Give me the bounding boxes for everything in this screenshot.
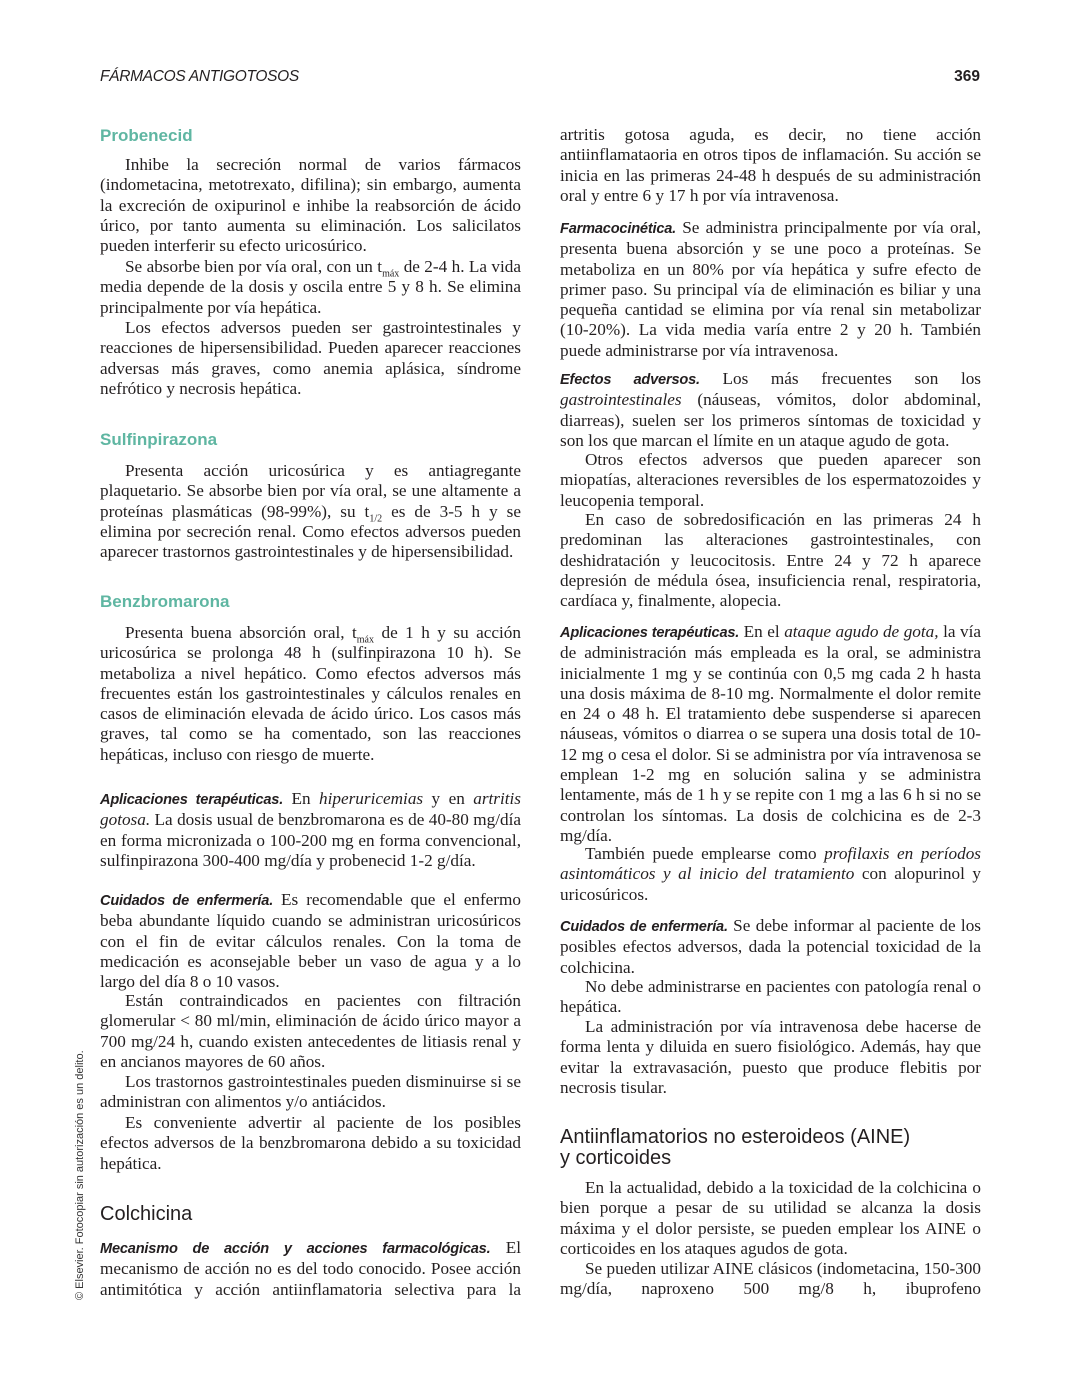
text: (náuseas, vómitos, dolor abdominal, diarreas), suelen ser los primeros síntomas de toxicidad y son los que marcan el límite en un ataque agudo de gota. — [560, 390, 981, 450]
text: Los más frecuentes son los — [699, 369, 981, 388]
text: Presenta acción uricosúrica y es antiagregante plaquetario. Se absorbe bien por vía oral, se une altamente a proteínas plasmáticas (98-99%), su t — [100, 461, 521, 521]
paragraph-farmacocinetica — [560, 218, 981, 361]
text: El mecanismo de acción no es del todo conocido. Posee acción antimitótica y acción antiinflamatoria selectiva para la — [100, 1238, 521, 1299]
paragraph-aplicaciones — [100, 789, 521, 871]
heading-line: y corticoides — [560, 1147, 672, 1169]
text: Se debe informar al paciente de los posibles efectos adversos, dada la potencial toxicidad de la colchicina. — [560, 916, 981, 977]
text: Se administra principalmente por vía oral, presenta buena absorción y se une poco a proteínas. Se metaboliza en un 80% por vía hepática y sufre efecto de primer paso. Su principal vía de eliminación es biliar y una pequeña cantidad se elimina por vía renal sin metabolizar (10-20%). La vida media varía entre 2 y 20 h. También puede administrarse por vía intravenosa. — [560, 218, 981, 360]
text: y en — [423, 789, 474, 808]
run-in-heading: Cuidados de enfermería. — [560, 919, 728, 935]
run-in-heading: Aplicaciones terapéuticas. — [100, 792, 284, 808]
paragraph: Otros efectos adversos que pueden aparecer son miopatías, alteraciones reversibles de los espermatozoides y leucopenia temporal. — [560, 450, 981, 510]
text: Presenta buena absorción oral, t — [125, 623, 357, 642]
run-in-heading: Farmacocinética. — [560, 221, 677, 237]
run-in-heading: Aplicaciones terapéuticas. — [560, 625, 740, 641]
heading-aine — [560, 1127, 910, 1169]
italic-text: ataque agudo de gota, — [784, 622, 939, 641]
paragraph: No debe administrarse en pacientes con patología renal o hepática. — [560, 977, 981, 1017]
running-header-title: FÁRMACOS ANTIGOTOSOS — [100, 68, 299, 85]
paragraph: Se pueden utilizar AINE clásicos (indometacina, 150-300 mg/día, naproxeno 500 mg/8 h, ibuprofeno — [560, 1259, 981, 1299]
copyright-notice: © Elsevier. Fotocopiar sin autorización es un delito. — [74, 1050, 86, 1300]
paragraph — [100, 461, 521, 562]
paragraph: En caso de sobredosificación en las primeras 24 h predominan las alteraciones gastrointestinales, con deshidratación y leucocitosis. Entre 24 y 72 h aparece depresión de médula ósea, insuficiencia renal, respiratoria, cardíaca y, finalmente, alopecia. — [560, 510, 981, 611]
paragraph-aplicaciones — [560, 622, 981, 846]
paragraph: artritis gotosa aguda, es decir, no tiene acción antiinflamataoria en otros tipos de inflamación. Su acción se inicia en las primeras 24-48 h después de su administración oral y entre 6 y 17 h por vía intravenosa. — [560, 125, 981, 205]
text: La dosis usual de benzbromarona es de 40-80 mg/día en forma micronizada o 100-200 mg en forma convencional, sulfinpirazona 300-400 mg/día y probenecid 1-2 g/día. — [100, 810, 521, 870]
paragraph: Están contraindicados en pacientes con filtración glomerular < 80 ml/min, eliminación de ácido úrico mayor a 700 mg/24 h, cuando existen antecedentes de litiasis renal y en ancianos mayores de 60 años. — [100, 991, 521, 1071]
paragraph: Los efectos adversos pueden ser gastrointestinales y reacciones de hipersensibilidad. Pueden aparecer reacciones adversas más graves, como anemia aplásica, síndrome nefrótico y necrosis hepática. — [100, 318, 521, 398]
paragraph — [560, 844, 981, 905]
text: de 2-4 h. La vida media depende de la dosis y oscila entre 5 y 8 h. Se elimina principalmente por vía hepática. — [100, 257, 521, 317]
run-in-heading: Efectos adversos. — [560, 372, 700, 388]
paragraph-mecanismo — [100, 1238, 521, 1300]
text: es de 3-5 h y se elimina por secreción renal. Como efectos adversos pueden aparecer trastornos gastrointestinales y de hipersensibilidad. — [100, 501, 521, 562]
paragraph: En la actualidad, debido a la toxicidad de la colchicina o bien porque a pesar de su utilidad se alcanza la dosis máxima y el dolor persiste, se pueden emplear los AINE o corticoides en los ataques agudos de gota. — [560, 1178, 981, 1258]
text: Se absorbe bien por vía oral, con un t — [125, 257, 383, 276]
text: En — [283, 789, 320, 808]
paragraph-efectos — [560, 369, 981, 451]
text: con alopurinol y uricosúricos. — [560, 864, 981, 904]
page-number: 369 — [954, 68, 980, 85]
italic-text: artritis gotosa. — [100, 789, 521, 830]
heading-line: Antiinflamatorios no esteroideos (AINE) — [560, 1126, 911, 1148]
paragraph — [100, 623, 521, 765]
paragraph: La administración por vía intravenosa debe hacerse de forma lenta y diluida en suero fisiológico. Además, hay que evitar la extravasación, puesto que produce flebitis por necrosis tisular. — [560, 1017, 981, 1097]
subscript: 1/2 — [369, 513, 383, 525]
text: la vía de administración más empleada es la oral, se administra inicialmente 1 mg y se continúa con 0,5 mg cada 2 h hasta una dosis máxima de 8-10 mg. Normalmente el dolor remite en 24 o 48 h. El tratamiento debe suspenderse si aparecen náuseas, vómitos o diarrea o se supera una dosis total de 10-12 mg o cesa el dolor. Si se administra por vía intravenosa se emplean 1-2 mg en solución salina y se administra lentamente, más de 1 h y se repite con 1 mg a las 6 h si no se controlan los síntomas. La dosis de colchicina es de 2-3 mg/día. — [560, 622, 981, 845]
text: de 1 h y su acción uricosúrica se prolonga 48 h (sulfinpirazona 10 h). Se metaboliza a nivel hepático. Como efectos adversos más frecuentes están los gastrointestinales y cálculos renales en casos de eliminación elevada de ácido úrico. Los casos más graves, tal como se ha comentado, son las reacciones hepáticas, incluso con riesgo de muerte. — [100, 623, 521, 764]
text: También puede emplearse como — [585, 844, 825, 863]
italic-text: profilaxis en períodos asintomáticos y al inicio del tratamiento — [560, 844, 981, 884]
run-in-heading: Mecanismo de acción y acciones farmacológicas. — [100, 1241, 491, 1257]
paragraph: Inhibe la secreción normal de varios fármacos (indometacina, metotrexato, difilina); sin embargo, aumenta la excreción de oxipurinol e inhibe la reabsorción de ácido úrico, por tanto aumenta su eliminación. Los salicilatos pueden interferir su efecto uricosúrico. — [100, 155, 521, 256]
heading-colchicina: Colchicina — [100, 1203, 193, 1225]
paragraph-cuidados — [100, 890, 521, 992]
italic-text: hiperuricemias — [319, 789, 424, 808]
text: En el — [739, 622, 785, 641]
text: Es recomendable que el enfermo beba abundante líquido cuando se administran uricosúricos con el fin de evitar cálculos renales. Con la toma de medicación es aconsejable beber un vaso de agua y a lo largo del día 8 o 10 vasos. — [100, 890, 521, 992]
paragraph — [100, 257, 521, 318]
subscript: máx — [356, 634, 374, 646]
paragraph: Es conveniente advertir al paciente de los posibles efectos adversos de la benzbromarona debido a su toxicidad hepática. — [100, 1113, 521, 1173]
heading-sulfinpirazona: Sulfinpirazona — [100, 430, 218, 449]
heading-benzbromarona: Benzbromarona — [100, 592, 230, 611]
heading-probenecid: Probenecid — [100, 126, 193, 145]
run-in-heading: Cuidados de enfermería. — [100, 893, 274, 909]
paragraph-cuidados — [560, 916, 981, 978]
paragraph: Los trastornos gastrointestinales pueden disminuirse si se administran con alimentos y/o antiácidos. — [100, 1072, 521, 1112]
italic-text: gastrointestinales — [560, 390, 682, 410]
subscript: máx — [382, 268, 400, 280]
